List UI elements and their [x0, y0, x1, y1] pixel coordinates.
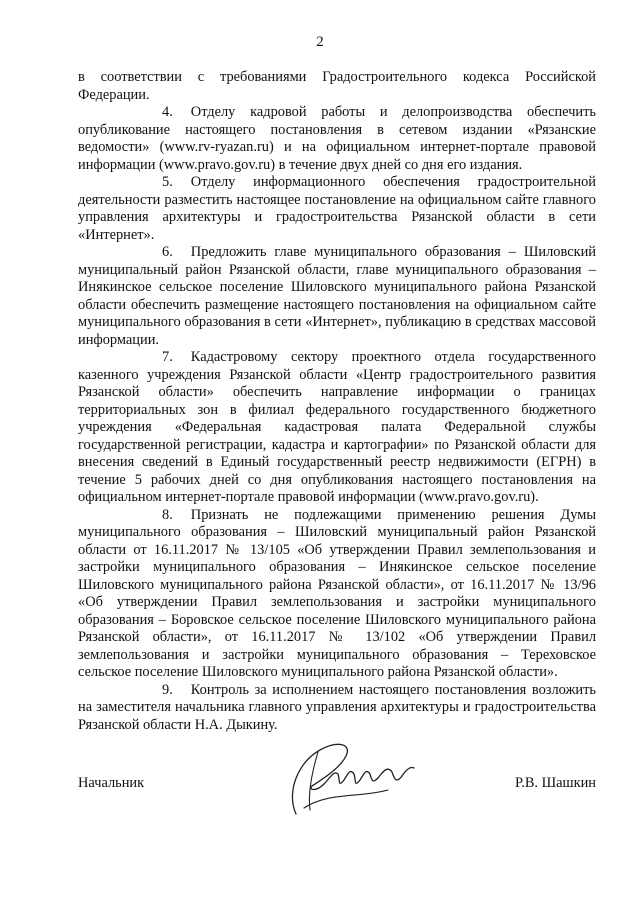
- paragraph-number: 4.: [162, 104, 173, 120]
- signature-block: [78, 775, 596, 799]
- paragraph-number: 6.: [162, 244, 173, 260]
- paragraph-item-8: [78, 507, 596, 682]
- paragraph-item-5: [78, 174, 596, 244]
- paragraph-text: Предложить главе муниципального образования – Шиловский муниципальный район Рязанской области, главе муниципального образования – Инякинское сельское поселение Шиловского муниципального района Рязанской области обеспечить размещение настоящего постановления на официальном сайте муниципального образования в сети «Интернет», публикацию в средствах массовой информации.: [78, 244, 596, 348]
- paragraph-item-6: [78, 244, 596, 349]
- paragraph-number: 5.: [162, 174, 173, 190]
- paragraph-text: Кадастровому сектору проектного отдела государственного казенного учреждения Рязанской области «Центр градостроительного развития Рязанской области» обеспечить направление информации о границах территориальных зон в филиал федерального государственного бюджетного учреждения «Федеральная кадастровая палата Федеральной службы государственной регистрации, кадастра и картографии» по Рязанской области для внесения сведений в Единый государственный реестр недвижимости (ЕГРН) в течение 5 рабочих дней со дня опубликования настоящего постановления на официальном интернет-портале правовой информации (www.pravo.gov.ru).: [78, 349, 596, 505]
- paragraph-text: Контроль за исполнением настоящего постановления возложить на заместителя начальника главного управления архитектуры и градостроительства Рязанской области Н.А. Дыкину.: [78, 681, 596, 733]
- paragraph-text: Отделу информационного обеспечения градостроительной деятельности разместить настоящее постановление на официальном сайте главного управления архитектуры и градостроительства Рязанской области в сети «Интернет».: [78, 174, 596, 243]
- handwritten-signature: [268, 722, 418, 822]
- document-body: [78, 69, 596, 734]
- paragraph-number: 9.: [162, 681, 173, 698]
- signatory-name: Р.В. Шашкин: [515, 775, 596, 791]
- paragraph-number: 8.: [162, 506, 173, 523]
- page-number: 2: [316, 34, 324, 50]
- paragraph-continuation: [78, 69, 596, 104]
- paragraph-item-4: [78, 104, 596, 174]
- paragraph-text: Отделу кадровой работы и делопроизводства обеспечить опубликование настоящего постановления в сетевом издании «Рязанские ведомости» (www.rv-ryazan.ru) и на официальном интернет-портале правовой информации (www.pravo.gov.ru) в течение двух дней со дня его издания.: [78, 104, 596, 173]
- paragraph-text: в соответствии с требованиями Градостроительного кодекса Российской Федерации.: [78, 69, 596, 103]
- signatory-title: Начальник: [78, 775, 145, 791]
- paragraph-text: Признать не подлежащими применению решения Думы муниципального образования – Шиловский муниципальный район Рязанской области от 16.11.2017 № 13/105 «Об утверждении Правил землепользования и застройки муниципального образования – Инякинское сельское поселение Шиловского муниципального района Рязанской области», от 16.11.2017 № 13/96 «Об утверждении Правил землепользования и застройки муниципального образования – Боровское сельское поселение Шиловского муниципального района Рязанской области», от 16.11.2017 № 13/102 «Об утверждении Правил землепользования и застройки муниципального образования – Тереховское сельское поселение Шиловского муниципального района Рязанской области».: [78, 506, 596, 680]
- paragraph-number: 7.: [162, 349, 173, 365]
- paragraph-item-7: [78, 349, 596, 507]
